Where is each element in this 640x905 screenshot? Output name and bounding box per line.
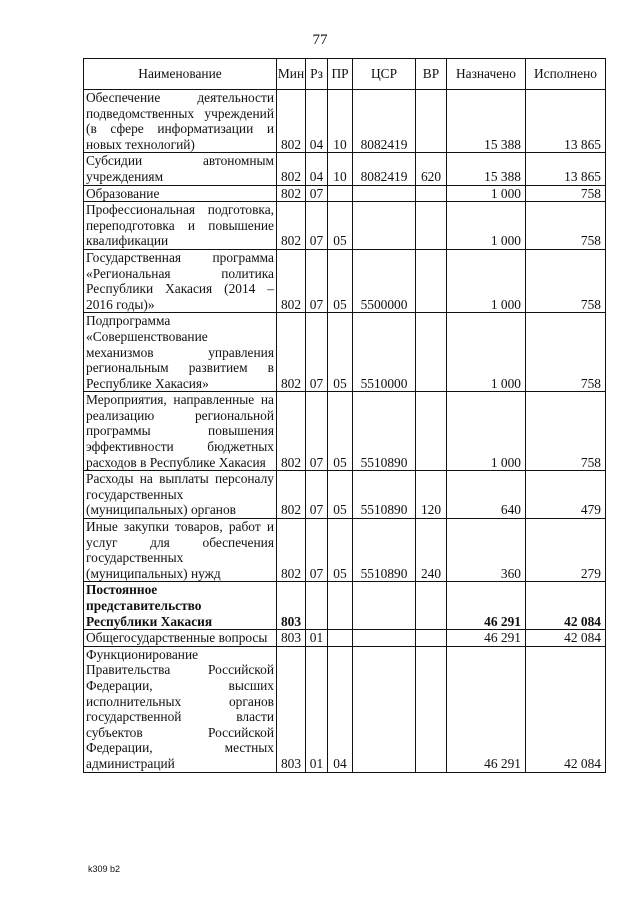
table-row (84, 582, 606, 630)
row-csr-cell: 5510890 (353, 519, 416, 582)
table-row (84, 153, 606, 185)
table-row (84, 471, 606, 519)
column-header-min: Мин (277, 59, 306, 90)
table-row (84, 519, 606, 582)
row-min-cell: 802 (277, 185, 306, 202)
row-csr-cell (353, 646, 416, 772)
row-vr-cell: 620 (416, 153, 447, 185)
table-row (84, 202, 606, 250)
row-vr-cell (416, 646, 447, 772)
row-csr-cell (353, 202, 416, 250)
row-assigned-cell: 1 000 (447, 392, 526, 471)
table-row (84, 313, 606, 392)
row-executed-cell: 279 (526, 519, 606, 582)
row-rz-cell (306, 582, 328, 630)
row-assigned-cell: 15 388 (447, 90, 526, 153)
row-min-cell: 802 (277, 249, 306, 312)
row-rz-cell: 07 (306, 519, 328, 582)
row-csr-cell (353, 630, 416, 647)
table-row (84, 392, 606, 471)
row-csr-cell: 5510890 (353, 471, 416, 519)
row-assigned-cell: 46 291 (447, 582, 526, 630)
row-executed-cell: 758 (526, 392, 606, 471)
budget-table (83, 58, 606, 773)
row-pr-cell: 05 (328, 471, 353, 519)
row-csr-cell (353, 185, 416, 202)
row-min-cell: 802 (277, 313, 306, 392)
row-pr-cell: 05 (328, 249, 353, 312)
row-pr-cell (328, 630, 353, 647)
row-csr-cell: 8082419 (353, 90, 416, 153)
row-pr-cell: 10 (328, 153, 353, 185)
row-min-cell: 802 (277, 471, 306, 519)
row-name-cell: Подпрограмма «Совершенствование механизмов управления региональным развитием в Республике Хакасия» (84, 313, 277, 392)
row-pr-cell: 05 (328, 202, 353, 250)
row-rz-cell: 07 (306, 185, 328, 202)
row-pr-cell: 05 (328, 519, 353, 582)
table-row (84, 90, 606, 153)
row-rz-cell: 07 (306, 249, 328, 312)
row-pr-cell: 05 (328, 313, 353, 392)
row-executed-cell: 13 865 (526, 90, 606, 153)
row-assigned-cell: 640 (447, 471, 526, 519)
row-rz-cell: 01 (306, 630, 328, 647)
row-min-cell: 803 (277, 646, 306, 772)
row-name-cell: Государственная программа «Региональная политика Республики Хакасия (2014 – 2016 годы)» (84, 249, 277, 312)
row-name-cell: Профессиональная подготовка, переподготовка и повышение квалификации (84, 202, 277, 250)
row-vr-cell (416, 185, 447, 202)
row-csr-cell: 5510890 (353, 392, 416, 471)
row-vr-cell (416, 630, 447, 647)
row-assigned-cell: 15 388 (447, 153, 526, 185)
table-row (84, 249, 606, 312)
row-name-cell: Образование (84, 185, 277, 202)
column-header-name: Наименование (84, 59, 277, 90)
row-assigned-cell: 1 000 (447, 185, 526, 202)
row-assigned-cell: 360 (447, 519, 526, 582)
row-rz-cell: 07 (306, 202, 328, 250)
table-body (84, 90, 606, 773)
row-rz-cell: 07 (306, 392, 328, 471)
row-min-cell: 803 (277, 582, 306, 630)
row-name-cell: Мероприятия, направленные на реализацию региональной программы повышения эффективности бюджетных расходов в Республике Хакасия (84, 392, 277, 471)
row-min-cell: 802 (277, 202, 306, 250)
row-vr-cell (416, 313, 447, 392)
table-row (84, 646, 606, 772)
row-csr-cell (353, 582, 416, 630)
row-pr-cell (328, 185, 353, 202)
row-vr-cell (416, 582, 447, 630)
row-assigned-cell: 46 291 (447, 646, 526, 772)
row-executed-cell: 13 865 (526, 153, 606, 185)
row-rz-cell: 01 (306, 646, 328, 772)
row-assigned-cell: 46 291 (447, 630, 526, 647)
row-executed-cell: 758 (526, 249, 606, 312)
row-vr-cell: 240 (416, 519, 447, 582)
row-csr-cell: 5510000 (353, 313, 416, 392)
row-vr-cell (416, 249, 447, 312)
row-min-cell: 802 (277, 392, 306, 471)
row-executed-cell: 479 (526, 471, 606, 519)
footer-code: k309 b2 (88, 864, 121, 874)
row-min-cell: 802 (277, 90, 306, 153)
row-csr-cell: 8082419 (353, 153, 416, 185)
row-pr-cell: 10 (328, 90, 353, 153)
row-pr-cell: 04 (328, 646, 353, 772)
table-row (84, 185, 606, 202)
row-name-cell: Обеспечение деятельности подведомственных учреждений (в сфере информатизации и новых технологий) (84, 90, 277, 153)
row-executed-cell: 758 (526, 202, 606, 250)
row-vr-cell (416, 90, 447, 153)
row-executed-cell: 42 084 (526, 582, 606, 630)
row-assigned-cell: 1 000 (447, 313, 526, 392)
row-min-cell: 802 (277, 153, 306, 185)
row-executed-cell: 758 (526, 313, 606, 392)
row-csr-cell: 5500000 (353, 249, 416, 312)
column-header-assigned: Назначено (447, 59, 526, 90)
table-row (84, 630, 606, 647)
row-assigned-cell: 1 000 (447, 202, 526, 250)
column-header-csr: ЦСР (353, 59, 416, 90)
row-min-cell: 803 (277, 630, 306, 647)
row-assigned-cell: 1 000 (447, 249, 526, 312)
column-header-executed: Исполнено (526, 59, 606, 90)
column-header-pr: ПР (328, 59, 353, 90)
row-name-cell: Общегосударственные вопросы (84, 630, 277, 647)
row-rz-cell: 07 (306, 471, 328, 519)
row-rz-cell: 07 (306, 313, 328, 392)
row-name-cell: Иные закупки товаров, работ и услуг для обеспечения государственных (муниципальных) нужд (84, 519, 277, 582)
row-vr-cell: 120 (416, 471, 447, 519)
table-header-row (84, 59, 606, 90)
row-executed-cell: 758 (526, 185, 606, 202)
row-executed-cell: 42 084 (526, 630, 606, 647)
row-pr-cell (328, 582, 353, 630)
row-vr-cell (416, 392, 447, 471)
row-vr-cell (416, 202, 447, 250)
row-pr-cell: 05 (328, 392, 353, 471)
column-header-vr: ВР (416, 59, 447, 90)
row-name-cell: Субсидии автономным учреждениям (84, 153, 277, 185)
row-rz-cell: 04 (306, 90, 328, 153)
page-number: 77 (312, 32, 328, 48)
column-header-rz: Рз (306, 59, 328, 90)
row-name-cell: Функционирование Правительства Российской Федерации, высших исполнительных органов государственной власти субъектов Российской Федерации, местных администраций (84, 646, 277, 772)
row-executed-cell: 42 084 (526, 646, 606, 772)
row-name-cell: Расходы на выплаты персоналу государственных (муниципальных) органов (84, 471, 277, 519)
row-rz-cell: 04 (306, 153, 328, 185)
row-name-cell: Постоянное представительство Республики Хакасия (84, 582, 277, 630)
row-min-cell: 802 (277, 519, 306, 582)
